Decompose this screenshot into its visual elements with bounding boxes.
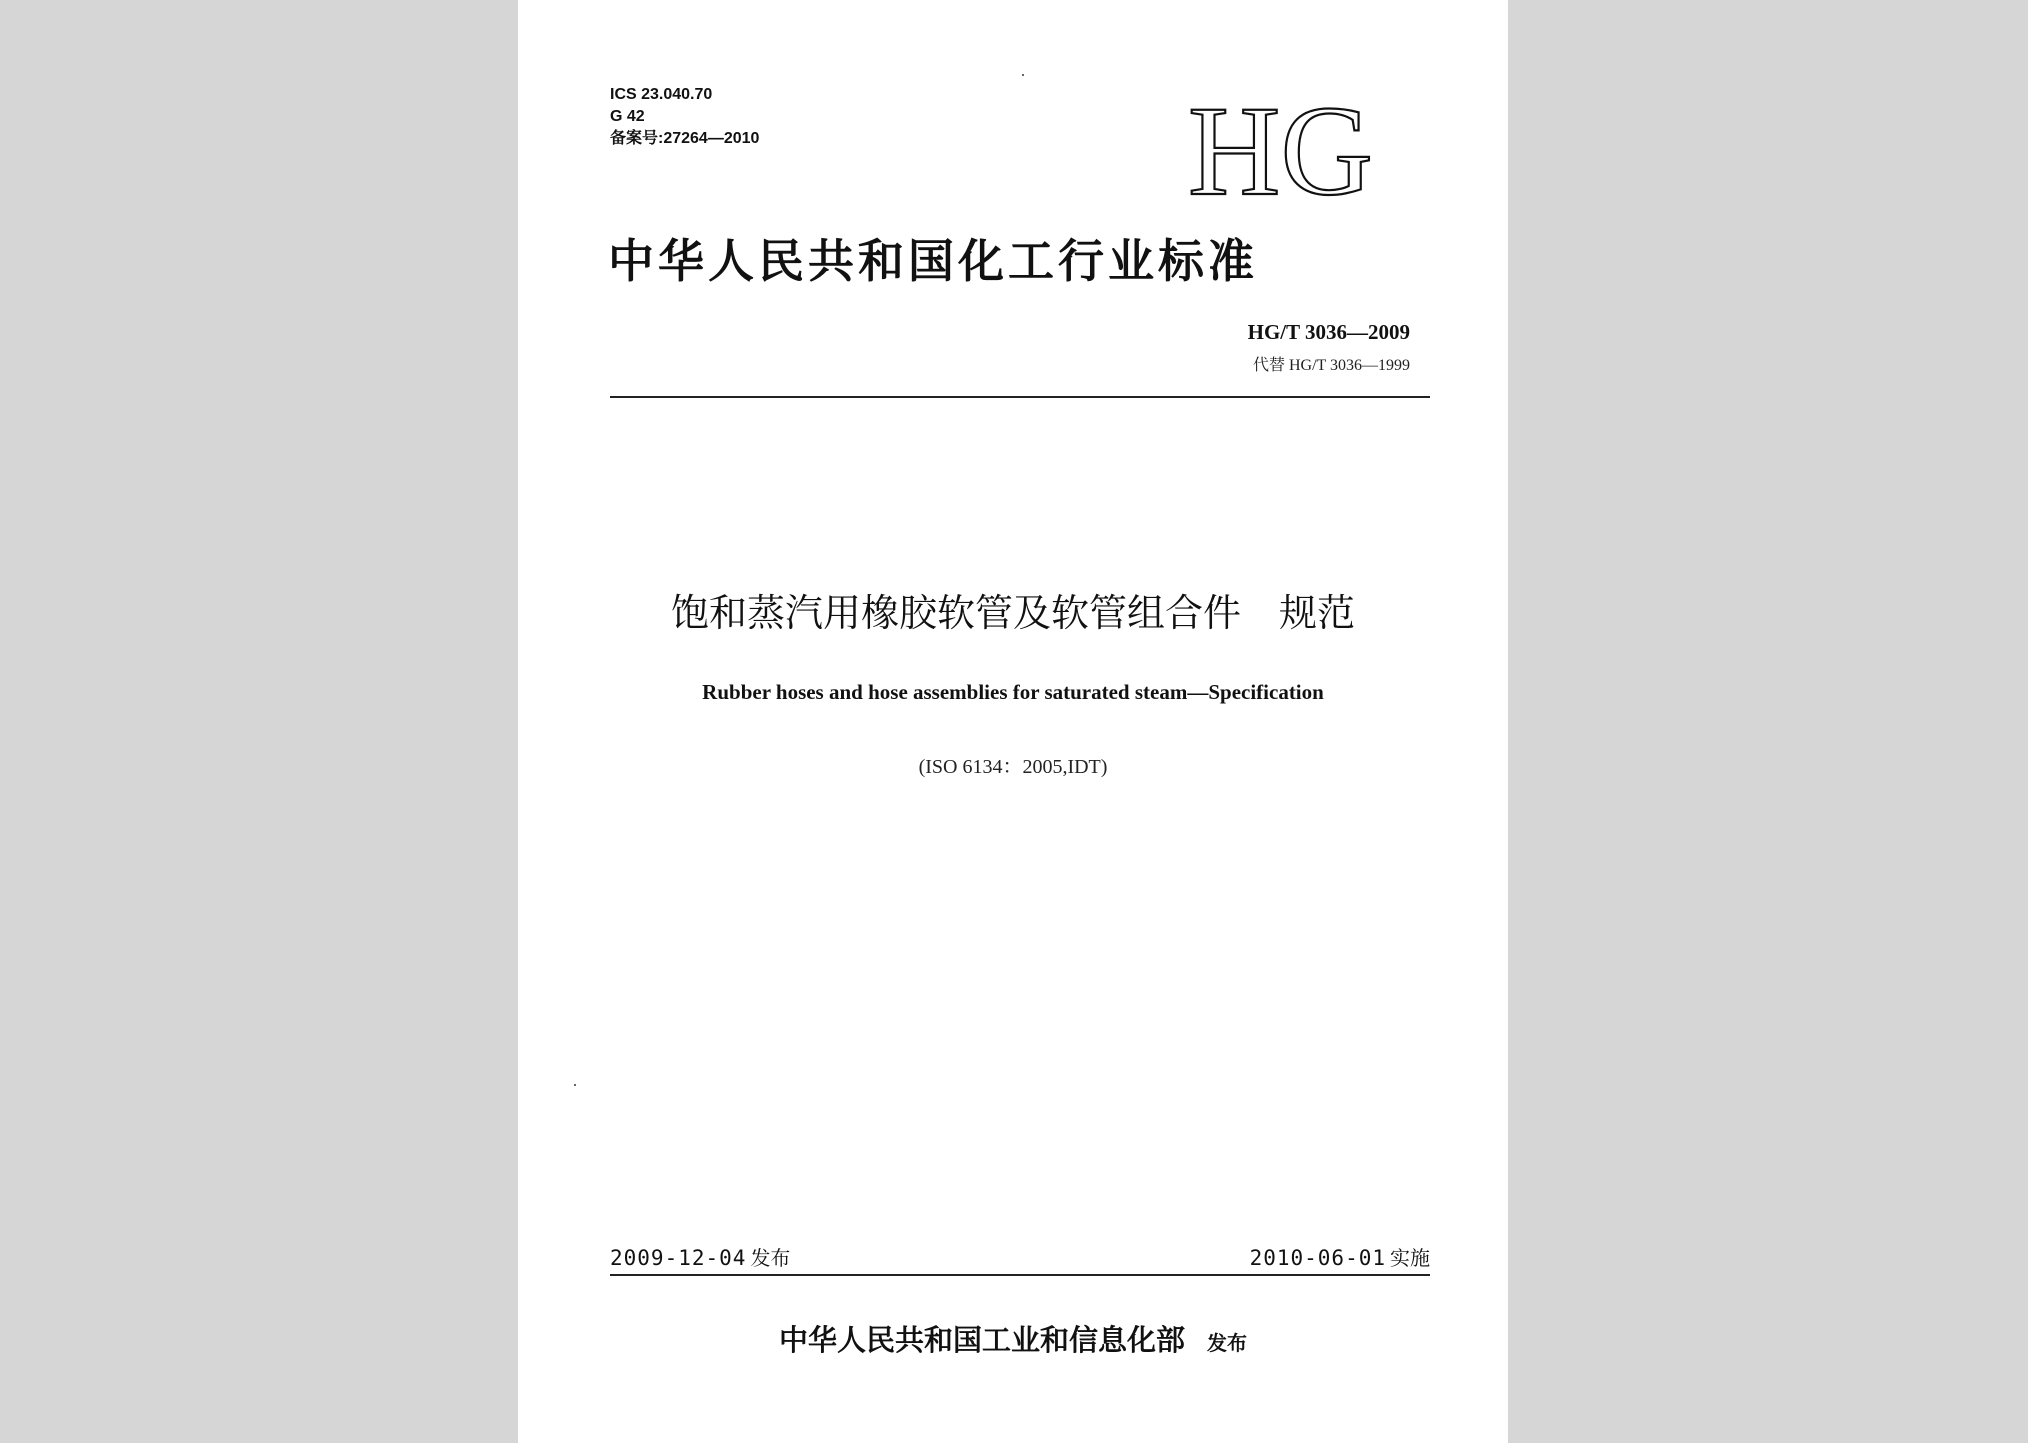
ccs-code: G 42 bbox=[610, 108, 645, 125]
publisher bbox=[518, 1318, 1508, 1359]
hg-logo bbox=[1188, 86, 1438, 206]
filing-number: 备案号:27264—2010 bbox=[610, 130, 760, 147]
scan-speck bbox=[574, 1084, 576, 1086]
issue-date-suffix: 发布 bbox=[750, 1246, 791, 1270]
replaces-standard: 代替 HG/T 3036—1999 bbox=[1252, 357, 1410, 374]
hg-logo-text: HG bbox=[1188, 86, 1373, 206]
scan-speck bbox=[1022, 74, 1024, 76]
issue-date: 2009-12-04 bbox=[610, 1246, 747, 1270]
publisher-suffix: 发布 bbox=[1207, 1331, 1247, 1355]
ics-code: ICS 23.040.70 bbox=[610, 86, 713, 103]
header-divider bbox=[610, 396, 1430, 398]
effective-date-group bbox=[1250, 1242, 1430, 1271]
issue-date-group bbox=[610, 1242, 790, 1271]
effective-date-suffix: 实施 bbox=[1390, 1246, 1430, 1270]
document-title-chinese: 饱和蒸汽用橡胶软管及软管组合件 规范 bbox=[670, 591, 1355, 635]
standard-code: HG/T 3036—2009 bbox=[1247, 320, 1410, 344]
date-bar bbox=[610, 1242, 1430, 1276]
effective-date: 2010-06-01 bbox=[1249, 1246, 1386, 1270]
publisher-name: 中华人民共和国工业和信息化部 bbox=[778, 1323, 1185, 1357]
document-title-english: Rubber hoses and hose assemblies for saturated steam—Specification bbox=[702, 680, 1324, 704]
iso-reference: (ISO 6134：2005,IDT) bbox=[918, 756, 1108, 778]
classification-block bbox=[610, 84, 759, 150]
document-page bbox=[518, 0, 1508, 1443]
standard-category-title: 中华人民共和国化工行业标准 bbox=[608, 234, 1258, 288]
